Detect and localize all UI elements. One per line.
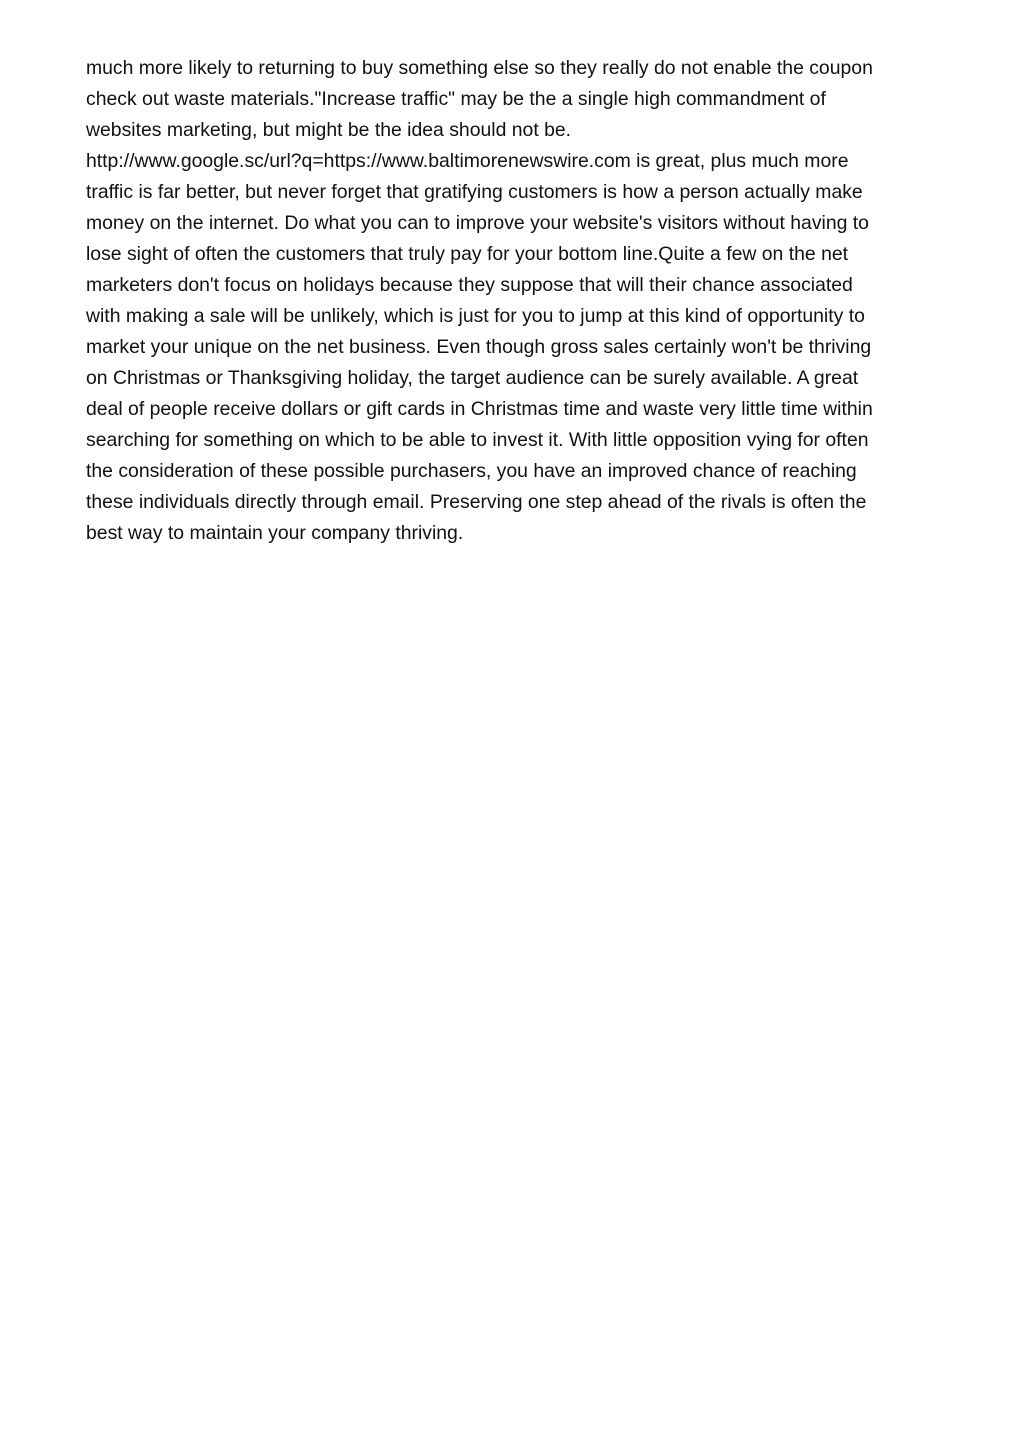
text-line: money on the internet. Do what you can to improve your website's visitors without having to: [86, 212, 869, 234]
text-line: traffic is far better, but never forget that gratifying customers is how a person actually make: [86, 181, 863, 203]
text-line: http://www.google.sc/url?q=https://www.baltimorenewswire.com is great, plus much more: [86, 150, 849, 172]
text-line: on Christmas or Thanksgiving holiday, the target audience can be surely available. A great: [86, 367, 859, 389]
body-text: [86, 53, 932, 549]
text-line: check out waste materials."Increase traffic" may be the a single high commandment of: [86, 88, 826, 110]
text-line: lose sight of often the customers that truly pay for your bottom line.Quite a few on the net: [86, 243, 849, 265]
text-line: marketers don't focus on holidays because they suppose that will their chance associated: [86, 274, 853, 296]
text-line: best way to maintain your company thriving.: [86, 522, 464, 544]
text-line: these individuals directly through email. Preserving one step ahead of the rivals is often the: [86, 491, 867, 513]
text-line: much more likely to returning to buy something else so they really do not enable the coupon: [86, 57, 873, 79]
text-line: searching for something on which to be able to invest it. With little opposition vying for often: [86, 429, 869, 451]
text-line: market your unique on the net business. Even though gross sales certainly won't be thriving: [86, 336, 872, 358]
text-line: the consideration of these possible purchasers, you have an improved chance of reaching: [86, 460, 857, 482]
document-page: [86, 53, 932, 549]
text-line: deal of people receive dollars or gift cards in Christmas time and waste very little time within: [86, 398, 873, 420]
text-line: websites marketing, but might be the idea should not be.: [86, 119, 572, 141]
text-line: with making a sale will be unlikely, which is just for you to jump at this kind of opportunity to: [86, 305, 865, 327]
